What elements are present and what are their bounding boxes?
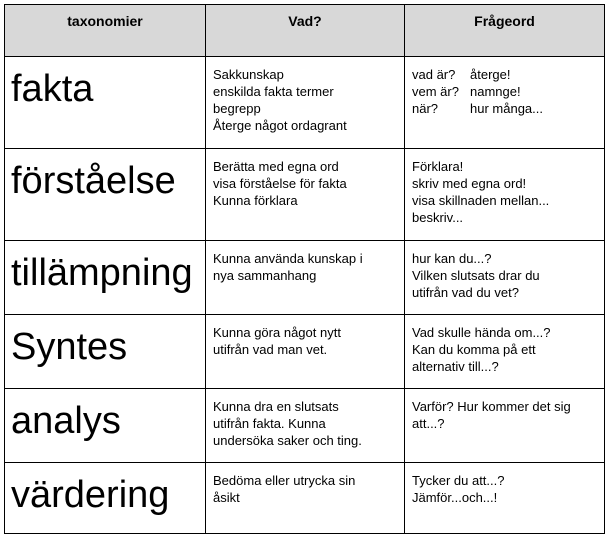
vad-line: Bedöma eller utrycka sin <box>213 473 356 488</box>
fragor-item: hur många... <box>470 101 543 116</box>
fragor-line: beskriv... <box>412 210 464 225</box>
fragor-cell <box>405 389 605 463</box>
table-row-vardering <box>5 463 605 534</box>
vad-line: utifrån vad man vet. <box>213 342 328 357</box>
fragor-line: Förklara! <box>412 159 464 174</box>
vad-cell <box>206 241 405 315</box>
fragor-line: alternativ till...? <box>412 359 499 374</box>
vad-line: enskilda fakta termer <box>213 84 334 99</box>
term-cell: Syntes <box>5 315 206 389</box>
vad-cell <box>206 389 405 463</box>
fragor-line: Vad skulle hända om...? <box>412 325 551 340</box>
fragor-item: vem är? <box>412 84 459 99</box>
table-row-analys <box>5 389 605 463</box>
header-fragaord: Frågeord <box>405 5 605 57</box>
term-cell: analys <box>5 389 206 463</box>
table-row-syntes <box>5 315 605 389</box>
vad-line: Sakkunskap <box>213 67 284 82</box>
vad-cell <box>206 315 405 389</box>
vad-line: begrepp <box>213 101 261 116</box>
fragor-item: återge! <box>470 67 511 82</box>
table-row-tillampning <box>5 241 605 315</box>
vad-line: undersöka saker och ting. <box>213 433 362 448</box>
fragor-line: visa skillnaden mellan... <box>412 193 550 208</box>
fragor-line: Tycker du att...? <box>412 473 505 488</box>
vad-line: Kunna göra något nytt <box>213 325 341 340</box>
fragor-line: Vilken slutsats drar du <box>412 268 540 283</box>
fragor-item: namnge! <box>470 84 521 99</box>
table-row-forstaelse <box>5 149 605 241</box>
fragor-line: Jämför...och...! <box>412 490 498 505</box>
header-row <box>5 5 605 57</box>
term-cell: förståelse <box>5 149 206 241</box>
term-cell: fakta <box>5 57 206 149</box>
vad-line: utifrån fakta. Kunna <box>213 416 326 431</box>
fragor-line: skriv med egna ord! <box>412 176 527 191</box>
fragor-cell <box>405 57 605 149</box>
fragor-cell <box>405 149 605 241</box>
vad-cell <box>206 463 405 534</box>
fragor-line: att...? <box>412 416 445 431</box>
vad-line: Kunna förklara <box>213 193 298 208</box>
taxonomy-table-container <box>4 4 605 534</box>
fragor-cell <box>405 241 605 315</box>
vad-line: Berätta med egna ord <box>213 159 339 174</box>
term-cell: värdering <box>5 463 206 534</box>
vad-cell <box>206 57 405 149</box>
term-cell: tillämpning <box>5 241 206 315</box>
vad-line: åsikt <box>213 490 240 505</box>
fragor-line: Kan du komma på ett <box>412 342 536 357</box>
vad-line: visa förståelse för fakta <box>213 176 347 191</box>
header-vad: Vad? <box>206 5 405 57</box>
vad-line: Återge något ordagrant <box>213 118 347 133</box>
vad-line: nya sammanhang <box>213 268 317 283</box>
table-row-fakta <box>5 57 605 149</box>
vad-line: Kunna använda kunskap i <box>213 251 363 266</box>
taxonomy-table <box>4 4 605 534</box>
fragor-item: vad är? <box>412 67 456 82</box>
fragor-cell <box>405 315 605 389</box>
vad-line: Kunna dra en slutsats <box>213 399 339 414</box>
header-taxonomier: taxonomier <box>5 5 206 57</box>
fragor-item: när? <box>412 101 439 116</box>
fragor-line: hur kan du...? <box>412 251 492 266</box>
fragor-grid <box>412 66 598 117</box>
vad-cell <box>206 149 405 241</box>
fragor-line: Varför? Hur kommer det sig <box>412 399 571 414</box>
fragor-line: utifrån vad du vet? <box>412 285 519 300</box>
fragor-cell <box>405 463 605 534</box>
